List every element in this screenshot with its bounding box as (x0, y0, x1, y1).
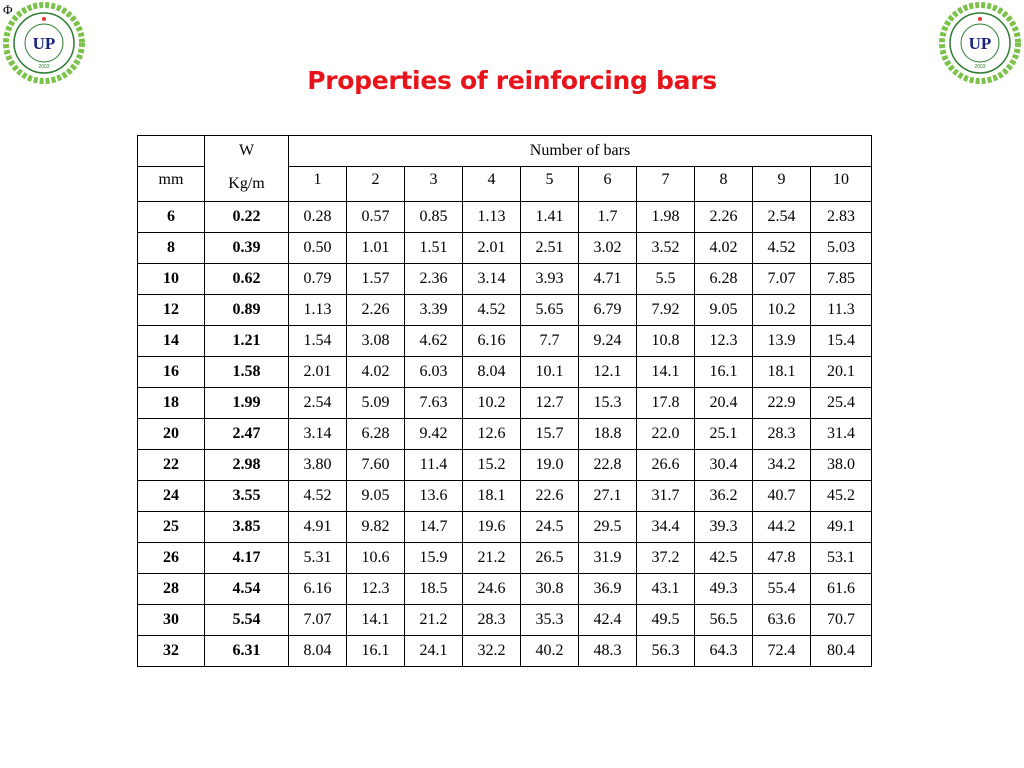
area-cell: 10.2 (753, 295, 811, 326)
table-row (138, 605, 872, 636)
area-cell: 4.02 (347, 357, 405, 388)
area-cell: 15.4 (811, 326, 872, 357)
diameter-cell: 10 (138, 264, 205, 295)
area-cell: 5.03 (811, 233, 872, 264)
area-cell: 15.2 (463, 450, 521, 481)
weight-cell: 0.39 (205, 233, 289, 264)
area-cell: 40.7 (753, 481, 811, 512)
area-cell: 55.4 (753, 574, 811, 605)
area-cell: 6.28 (347, 419, 405, 450)
svg-text:UP: UP (32, 34, 56, 53)
header-bar-count: 3 (405, 167, 463, 202)
area-cell: 3.93 (521, 264, 579, 295)
area-cell: 56.5 (695, 605, 753, 636)
area-cell: 13.6 (405, 481, 463, 512)
table-row (138, 326, 872, 357)
header-bar-count: 8 (695, 167, 753, 202)
area-cell: 7.92 (637, 295, 695, 326)
area-cell: 12.3 (695, 326, 753, 357)
weight-cell: 3.55 (205, 481, 289, 512)
area-cell: 10.6 (347, 543, 405, 574)
area-cell: 21.2 (463, 543, 521, 574)
area-cell: 22.8 (579, 450, 637, 481)
weight-cell: 0.62 (205, 264, 289, 295)
area-cell: 3.02 (579, 233, 637, 264)
header-mm: mm (138, 167, 205, 202)
header-bar-count: 5 (521, 167, 579, 202)
header-blank-cell (138, 136, 205, 167)
header-bar-count: 1 (289, 167, 347, 202)
area-cell: 2.01 (463, 233, 521, 264)
diameter-cell: 14 (138, 326, 205, 357)
area-cell: 49.3 (695, 574, 753, 605)
area-cell: 64.3 (695, 636, 753, 667)
header-w: W (205, 136, 289, 167)
area-cell: 21.2 (405, 605, 463, 636)
diameter-cell: 6 (138, 202, 205, 233)
diameter-cell: 18 (138, 388, 205, 419)
table-row (138, 450, 872, 481)
area-cell: 4.62 (405, 326, 463, 357)
area-cell: 36.2 (695, 481, 753, 512)
diameter-cell: 25 (138, 512, 205, 543)
area-cell: 14.7 (405, 512, 463, 543)
area-cell: 13.9 (753, 326, 811, 357)
area-cell: 7.85 (811, 264, 872, 295)
area-cell: 7.7 (521, 326, 579, 357)
table-row (138, 264, 872, 295)
weight-cell: 0.22 (205, 202, 289, 233)
area-cell: 11.3 (811, 295, 872, 326)
area-cell: 72.4 (753, 636, 811, 667)
area-cell: 80.4 (811, 636, 872, 667)
area-cell: 0.79 (289, 264, 347, 295)
area-cell: 49.5 (637, 605, 695, 636)
area-cell: 1.57 (347, 264, 405, 295)
area-cell: 3.80 (289, 450, 347, 481)
area-cell: 63.6 (753, 605, 811, 636)
area-cell: 12.7 (521, 388, 579, 419)
header-bar-count: 9 (753, 167, 811, 202)
area-cell: 18.1 (463, 481, 521, 512)
weight-cell: 0.89 (205, 295, 289, 326)
diameter-cell: 26 (138, 543, 205, 574)
table-row (138, 295, 872, 326)
area-cell: 6.16 (289, 574, 347, 605)
header-bar-count: 10 (811, 167, 872, 202)
area-cell: 1.01 (347, 233, 405, 264)
header-bar-count: 4 (463, 167, 521, 202)
area-cell: 6.79 (579, 295, 637, 326)
area-cell: 22.0 (637, 419, 695, 450)
area-cell: 25.1 (695, 419, 753, 450)
area-cell: 29.5 (579, 512, 637, 543)
area-cell: 4.02 (695, 233, 753, 264)
area-cell: 5.31 (289, 543, 347, 574)
weight-cell: 3.85 (205, 512, 289, 543)
area-cell: 25.4 (811, 388, 872, 419)
area-cell: 16.1 (695, 357, 753, 388)
area-cell: 0.85 (405, 202, 463, 233)
table-row (138, 357, 872, 388)
area-cell: 3.14 (289, 419, 347, 450)
area-cell: 15.3 (579, 388, 637, 419)
diameter-cell: 12 (138, 295, 205, 326)
area-cell: 40.2 (521, 636, 579, 667)
area-cell: 2.26 (347, 295, 405, 326)
area-cell: 30.4 (695, 450, 753, 481)
table-header-row (138, 167, 872, 202)
diameter-cell: 20 (138, 419, 205, 450)
area-cell: 8.04 (289, 636, 347, 667)
area-cell: 4.52 (463, 295, 521, 326)
table-row (138, 388, 872, 419)
area-cell: 6.28 (695, 264, 753, 295)
diameter-cell: 8 (138, 233, 205, 264)
area-cell: 9.82 (347, 512, 405, 543)
area-cell: 9.05 (695, 295, 753, 326)
area-cell: 31.7 (637, 481, 695, 512)
area-cell: 61.6 (811, 574, 872, 605)
area-cell: 18.1 (753, 357, 811, 388)
area-cell: 4.52 (753, 233, 811, 264)
area-cell: 2.54 (289, 388, 347, 419)
area-cell: 20.4 (695, 388, 753, 419)
area-cell: 34.4 (637, 512, 695, 543)
header-kg-per-m: Kg/m (205, 167, 289, 202)
area-cell: 34.2 (753, 450, 811, 481)
diameter-cell: 22 (138, 450, 205, 481)
area-cell: 24.5 (521, 512, 579, 543)
phi-symbol: Φ (3, 2, 13, 17)
area-cell: 42.4 (579, 605, 637, 636)
area-cell: 70.7 (811, 605, 872, 636)
area-cell: 37.2 (637, 543, 695, 574)
area-cell: 5.09 (347, 388, 405, 419)
area-cell: 10.1 (521, 357, 579, 388)
weight-cell: 6.31 (205, 636, 289, 667)
weight-cell: 1.99 (205, 388, 289, 419)
table-row (138, 543, 872, 574)
header-number-of-bars: Number of bars (289, 136, 872, 167)
diameter-cell: 30 (138, 605, 205, 636)
area-cell: 39.3 (695, 512, 753, 543)
table-header-row (138, 136, 872, 167)
area-cell: 0.57 (347, 202, 405, 233)
area-cell: 7.63 (405, 388, 463, 419)
area-cell: 3.39 (405, 295, 463, 326)
area-cell: 6.16 (463, 326, 521, 357)
area-cell: 0.50 (289, 233, 347, 264)
area-cell: 14.1 (637, 357, 695, 388)
area-cell: 2.83 (811, 202, 872, 233)
area-cell: 38.0 (811, 450, 872, 481)
area-cell: 48.3 (579, 636, 637, 667)
header-bar-count: 6 (579, 167, 637, 202)
area-cell: 42.5 (695, 543, 753, 574)
area-cell: 9.05 (347, 481, 405, 512)
area-cell: 18.8 (579, 419, 637, 450)
area-cell: 28.3 (463, 605, 521, 636)
table-row (138, 574, 872, 605)
area-cell: 1.13 (289, 295, 347, 326)
area-cell: 24.6 (463, 574, 521, 605)
area-cell: 3.52 (637, 233, 695, 264)
area-cell: 1.41 (521, 202, 579, 233)
area-cell: 24.1 (405, 636, 463, 667)
area-cell: 19.6 (463, 512, 521, 543)
area-cell: 9.24 (579, 326, 637, 357)
area-cell: 43.1 (637, 574, 695, 605)
area-cell: 5.5 (637, 264, 695, 295)
area-cell: 1.54 (289, 326, 347, 357)
area-cell: 26.5 (521, 543, 579, 574)
area-cell: 49.1 (811, 512, 872, 543)
area-cell: 8.04 (463, 357, 521, 388)
area-cell: 1.98 (637, 202, 695, 233)
area-cell: 9.42 (405, 419, 463, 450)
area-cell: 53.1 (811, 543, 872, 574)
area-cell: 22.6 (521, 481, 579, 512)
weight-cell: 5.54 (205, 605, 289, 636)
area-cell: 3.14 (463, 264, 521, 295)
area-cell: 56.3 (637, 636, 695, 667)
area-cell: 28.3 (753, 419, 811, 450)
table-row (138, 419, 872, 450)
svg-text:2003: 2003 (974, 64, 986, 70)
area-cell: 12.6 (463, 419, 521, 450)
area-cell: 3.08 (347, 326, 405, 357)
area-cell: 1.13 (463, 202, 521, 233)
area-cell: 2.01 (289, 357, 347, 388)
area-cell: 16.1 (347, 636, 405, 667)
area-cell: 22.9 (753, 388, 811, 419)
weight-cell: 1.21 (205, 326, 289, 357)
area-cell: 30.8 (521, 574, 579, 605)
area-cell: 1.7 (579, 202, 637, 233)
area-cell: 14.1 (347, 605, 405, 636)
area-cell: 7.07 (289, 605, 347, 636)
area-cell: 27.1 (579, 481, 637, 512)
area-cell: 12.1 (579, 357, 637, 388)
page-title: Properties of reinforcing bars (307, 66, 717, 95)
area-cell: 15.7 (521, 419, 579, 450)
diameter-cell: 28 (138, 574, 205, 605)
weight-cell: 2.98 (205, 450, 289, 481)
area-cell: 10.8 (637, 326, 695, 357)
svg-text:2003: 2003 (38, 64, 50, 70)
weight-cell: 1.58 (205, 357, 289, 388)
table-row (138, 202, 872, 233)
area-cell: 44.2 (753, 512, 811, 543)
area-cell: 4.71 (579, 264, 637, 295)
area-cell: 2.51 (521, 233, 579, 264)
area-cell: 26.6 (637, 450, 695, 481)
area-cell: 4.91 (289, 512, 347, 543)
diameter-cell: 32 (138, 636, 205, 667)
area-cell: 18.5 (405, 574, 463, 605)
area-cell: 31.9 (579, 543, 637, 574)
header-bar-count: 7 (637, 167, 695, 202)
diameter-cell: 24 (138, 481, 205, 512)
area-cell: 5.65 (521, 295, 579, 326)
area-cell: 20.1 (811, 357, 872, 388)
weight-cell: 4.17 (205, 543, 289, 574)
area-cell: 1.51 (405, 233, 463, 264)
area-cell: 2.36 (405, 264, 463, 295)
area-cell: 17.8 (637, 388, 695, 419)
area-cell: 7.60 (347, 450, 405, 481)
area-cell: 47.8 (753, 543, 811, 574)
area-cell: 31.4 (811, 419, 872, 450)
area-cell: 7.07 (753, 264, 811, 295)
area-cell: 19.0 (521, 450, 579, 481)
table-row (138, 481, 872, 512)
area-cell: 0.28 (289, 202, 347, 233)
weight-cell: 4.54 (205, 574, 289, 605)
header-bar-count: 2 (347, 167, 405, 202)
area-cell: 32.2 (463, 636, 521, 667)
area-cell: 2.54 (753, 202, 811, 233)
diameter-cell: 16 (138, 357, 205, 388)
area-cell: 35.3 (521, 605, 579, 636)
table-row (138, 512, 872, 543)
weight-cell: 2.47 (205, 419, 289, 450)
area-cell: 11.4 (405, 450, 463, 481)
area-cell: 36.9 (579, 574, 637, 605)
area-cell: 10.2 (463, 388, 521, 419)
reinforcing-bars-table (137, 135, 872, 667)
table-row (138, 636, 872, 667)
area-cell: 2.26 (695, 202, 753, 233)
area-cell: 4.52 (289, 481, 347, 512)
area-cell: 45.2 (811, 481, 872, 512)
svg-text:UP: UP (968, 34, 992, 53)
area-cell: 6.03 (405, 357, 463, 388)
table-row (138, 233, 872, 264)
area-cell: 12.3 (347, 574, 405, 605)
area-cell: 15.9 (405, 543, 463, 574)
